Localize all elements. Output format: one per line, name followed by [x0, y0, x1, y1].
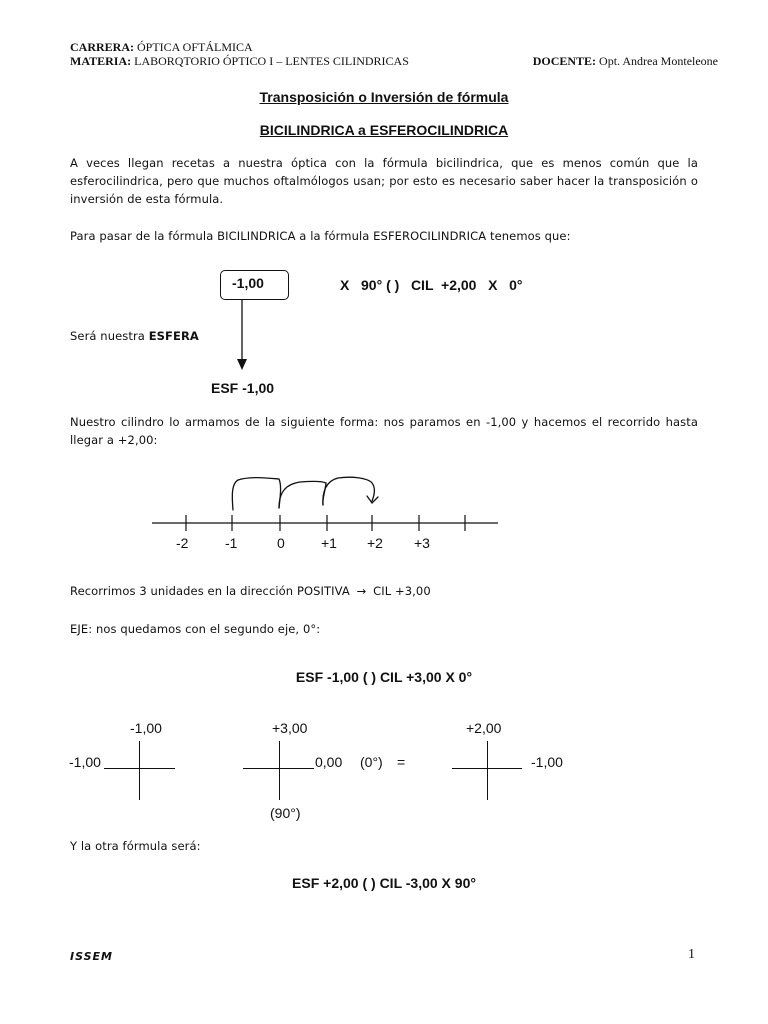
tick-label-neg2: -2 [176, 535, 189, 551]
materia-label: MATERIA: [70, 54, 132, 68]
cross2-right-value: 0,00 [315, 754, 343, 770]
sphere-note-bold: ESFERA [148, 329, 199, 343]
cross2-top-value: +3,00 [272, 720, 308, 736]
header-docente [533, 54, 718, 68]
cross1-top-value: -1,00 [130, 720, 162, 736]
cross3-right-value: -1,00 [531, 754, 563, 770]
tick-label-pos2: +2 [367, 535, 383, 551]
header-carrera [70, 40, 253, 54]
issem-logo: ISSEM [70, 950, 114, 963]
recorrido-text: Recorrimos 3 unidades en la dirección POSITIVA [70, 584, 350, 598]
cylinder-paragraph: Nuestro cilindro lo armamos de la siguiente forma: nos paramos en -1,00 y hacemos el recorrido hasta llegar a +2,00: [70, 415, 698, 447]
materia-value: LABORQTORIO ÓPTICO I – LENTES CILINDRICAS [134, 54, 409, 68]
formula-esferocilindrica-2: ESF +2,00 ( ) CIL -3,00 X 90° [292, 875, 476, 891]
cross1-left-value: -1,00 [69, 754, 101, 770]
eje-text: EJE: nos quedamos con el segundo eje, 0°: [70, 622, 321, 636]
esf-result: ESF -1,00 [211, 380, 275, 396]
cross2-bottom-value: (90°) [270, 805, 301, 821]
tick-label-neg1: -1 [225, 535, 238, 551]
intro-paragraph: A veces llegan recetas a nuestra óptica con la fórmula bicilindrica, que es menos común que la esferocilindrica, pero que muchos oftalmólogos usan; por esto es necesario saber hacer la transposición o inversión de esta fórmula. [70, 156, 698, 206]
page-subtitle: BICILINDRICA a ESFEROCILINDRICA [259, 122, 509, 138]
sphere-note-prefix: Será nuestra [70, 329, 149, 343]
tick-label-pos1: +1 [321, 535, 337, 551]
page-title: Transposición o Inversión de fórmula [259, 89, 509, 105]
arrow-down-icon [232, 299, 252, 371]
cross3-vertical [487, 741, 488, 800]
carrera-value: ÓPTICA OFTÁLMICA [137, 40, 253, 54]
recorrido-result: CIL +3,00 [373, 584, 431, 598]
cross2-vertical [279, 741, 280, 800]
number-line [140, 470, 510, 536]
carrera-label: CARRERA: [70, 40, 134, 54]
docente-label: DOCENTE: [532, 54, 597, 68]
formula-esferocilindrica-1: ESF -1,00 ( ) CIL +3,00 X 0° [295, 669, 473, 685]
docente-value: Opt. Andrea Monteleone [599, 54, 718, 68]
tick-label-0: 0 [277, 535, 285, 551]
cross3-top-value: +2,00 [466, 720, 502, 736]
header-materia [70, 54, 409, 68]
arrow-right-icon: → [356, 584, 367, 598]
otra-formula-text: Y la otra fórmula será: [70, 839, 201, 853]
equals-sign: = [397, 754, 406, 770]
sphere-value-box: -1,00 [220, 270, 289, 300]
instruction-paragraph: Para pasar de la fórmula BICILINDRICA a la fórmula ESFEROCILINDRICA tenemos que: [70, 229, 571, 243]
formula-rest: X 90° ( ) CIL +2,00 X 0° [340, 277, 523, 293]
page-number: 1 [688, 947, 695, 962]
cross1-vertical [139, 741, 140, 800]
cross2-axis-value: (0°) [360, 754, 383, 770]
recorrido-line [70, 584, 431, 598]
tick-label-pos3: +3 [414, 535, 430, 551]
sphere-note [70, 329, 199, 343]
